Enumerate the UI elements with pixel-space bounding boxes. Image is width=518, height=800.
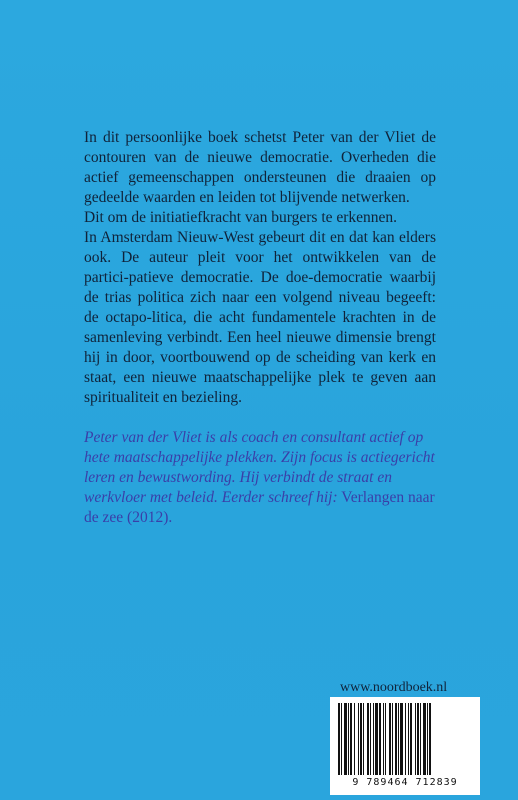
blurb xyxy=(84,128,436,408)
earlier-book-year: (2012). xyxy=(127,509,173,526)
isbn-number: 9 789464 712839 xyxy=(352,777,458,788)
publisher-url: www.noordboek.nl xyxy=(340,680,448,695)
author-bio xyxy=(84,428,436,528)
blurb-paragraph-1: In dit persoonlijke boek schetst Peter van der Vliet de contouren van de nieuwe democratie. Overheden die actief gemeenschappen ondersteunen die draaien op gedeelde waarden en leiden tot blijvende netwerken. xyxy=(84,129,436,206)
barcode-bars xyxy=(338,703,472,775)
barcode xyxy=(330,697,480,795)
earlier-book-title: Verlangen naar de zee xyxy=(84,489,435,526)
author-bio-text: Peter van der Vliet is als coach en consultant actief op hete maatschappelijke plekken. Zijn focus is actiegericht leren en bewustwording. Hij verbindt de straat en werkvloer met beleid. Eerder schreef hij: xyxy=(84,429,435,506)
blurb-paragraph-3: In Amsterdam Nieuw-West gebeurt dit en dat kan elders ook. De auteur pleit voor het ontwikkelen van de partici-patieve democratie. De doe-democratie waarbij de trias politica zich naar een volgend niveau begeeft: de octapo-litica, die acht fundamentele krachten in de samenleving verbindt. Een heel nieuwe dimensie brengt hij in door, voortbouwend op de scheiding van kerk en staat, een nieuwe maatschappelijke plek te geven aan spiritualiteit en bezieling. xyxy=(84,229,436,406)
blurb-paragraph-2: Dit om de initiatiefkracht van burgers te erkennen. xyxy=(84,209,398,226)
